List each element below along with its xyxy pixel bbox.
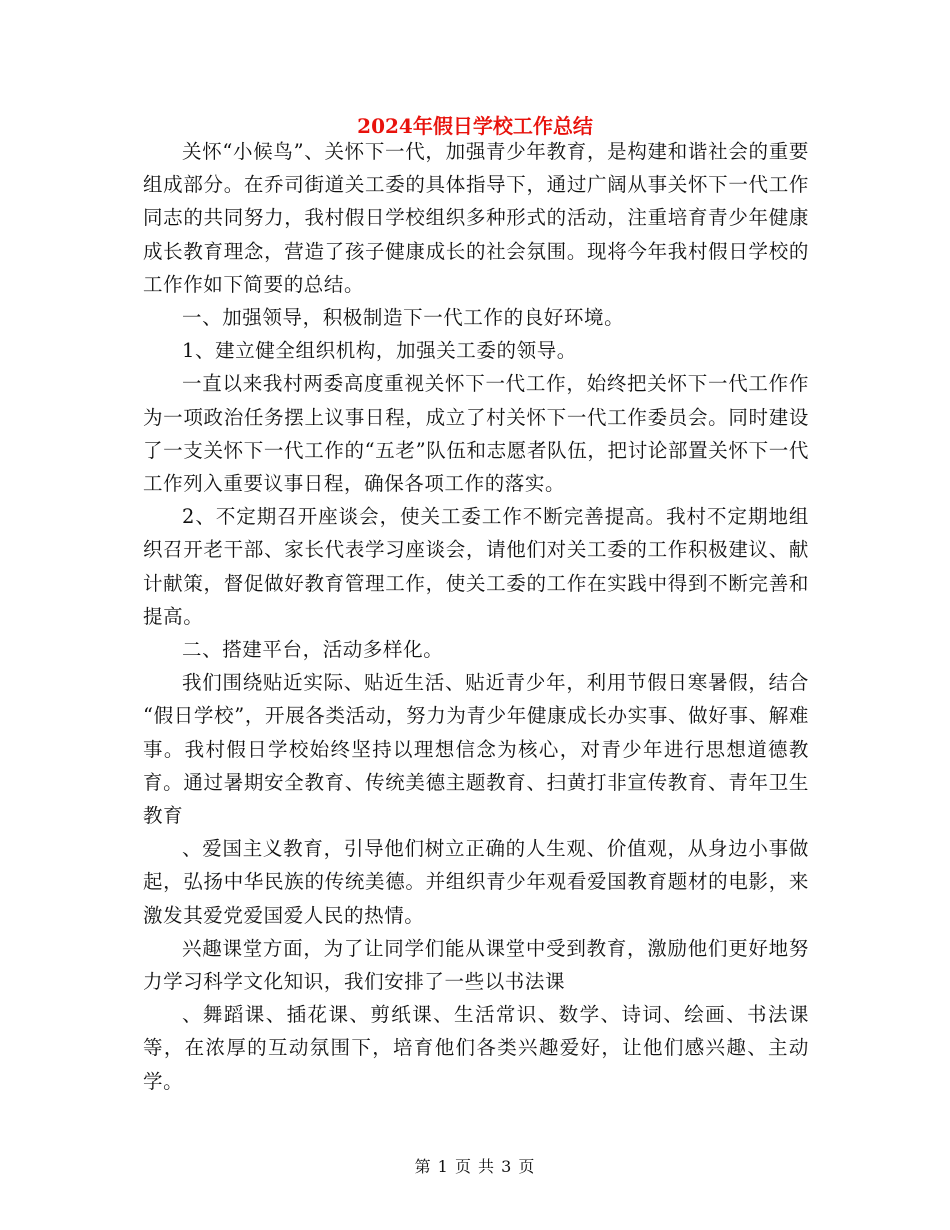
paragraph-symposium: 2、不定期召开座谈会，使关工委工作不断完善提高。我村不定期地组织召开老干部、家长代表学习座谈会，请他们对关工委的工作积极建议、献计献策，督促做好教育管理工作，使关工委的工作在实践中得到不断完善和提高。 xyxy=(143,505,809,628)
paragraph-section-heading-2: 二、搭建平台，活动多样化。 xyxy=(182,638,444,662)
paragraph-section-heading-1: 一、加强领导，积极制造下一代工作的良好环境。 xyxy=(182,306,625,330)
paragraph-activities: 我们围绕贴近实际、贴近生活、贴近青少年，利用节假日寒暑假，结合 “假日学校”，开展各类活动，努力为青少年健康成长办实事、做好事、解难事。我村假日学校始终坚持以理想信念为核心，对青少年进行思想道德教育。通过暑期安全教育、传统美德主题教育、扫黄打非宣传教育、青年卫生教育 xyxy=(143,671,809,828)
paragraph-course-list: 、舞蹈课、插花课、剪纸课、生活常识、数学、诗词、绘画、书法课等，在浓厚的互动氛围下，培育他们各类兴趣爱好，让他们感兴趣、主动学。 xyxy=(143,1003,809,1093)
paragraph-committee: 一直以来我村两委高度重视关怀下一代工作，始终把关怀下一代工作作为一项政治任务摆上议事日程，成立了村关怀下一代工作委员会。同时建设了一支关怀下一代工作的“五老”队伍和志愿者队伍，把讨论部置关怀下一代工作列入重要议事日程，确保各项工作的落实。 xyxy=(143,372,809,496)
document-title: 2024年假日学校工作总结 xyxy=(357,114,593,138)
page-number-footer: 第 1 页 共 3 页 xyxy=(414,1157,536,1176)
paragraph-interest-class: 兴趣课堂方面，为了让同学们能从课堂中受到教育，激励他们更好地努力学习科学文化知识，我们安排了一些以书法课 xyxy=(143,936,809,994)
paragraph-patriotic-education: 、爱国主义教育，引导他们树立正确的人生观、价值观，从身边小事做起，弘扬中华民族的传统美德。并组织青少年观看爱国教育题材的电影，来激发其爱党爱国爱人民的热情。 xyxy=(143,837,809,927)
paragraph-intro: 关怀“小候鸟”、关怀下一代，加强青少年教育，是构建和谐社会的重要组成部分。在乔司街道关工委的具体指导下，通过广阔从事关怀下一代工作同志的共同努力，我村假日学校组织多种形式的活动，注重培育青少年健康成长教育理念，营造了孩子健康成长的社会氛围。现将今年我村假日学校的工作作如下简要的总结。 xyxy=(143,140,809,296)
paragraph-subheading-1: 1、建立健全组织机构，加强关工委的领导。 xyxy=(182,339,577,363)
document-body xyxy=(143,135,809,1098)
